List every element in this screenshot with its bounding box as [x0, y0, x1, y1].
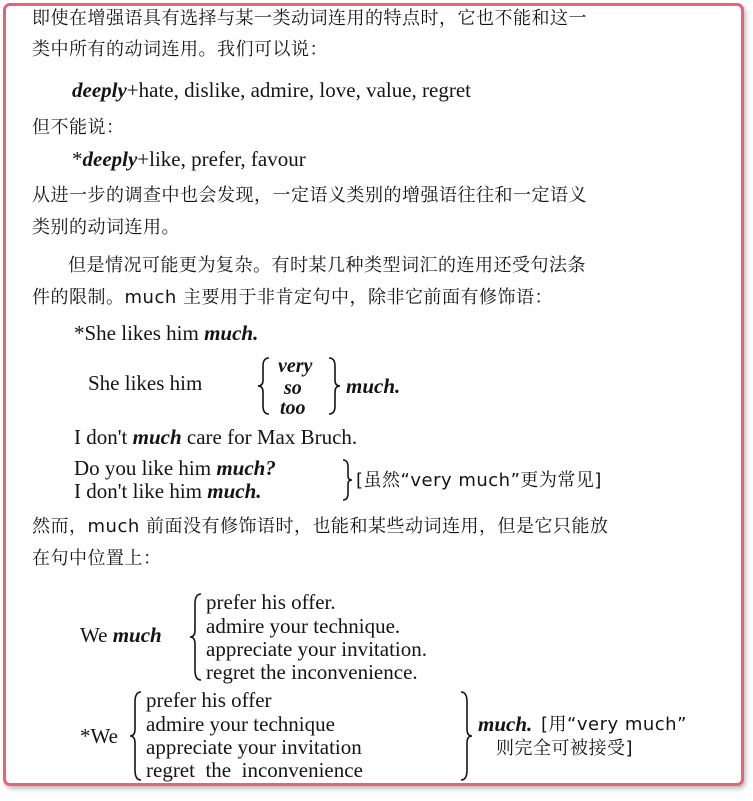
sentence-post: care for Max Bruch.	[181, 425, 358, 449]
left-brace	[188, 592, 204, 682]
example-she-likes-him: She likes him	[88, 371, 203, 395]
option-admire: admire your technique.	[206, 614, 401, 638]
option-text: very	[278, 355, 313, 377]
cannot-say: 但不能说：	[32, 117, 125, 138]
example-deeply-unacceptable	[72, 149, 306, 170]
option-too	[280, 398, 306, 418]
verb-list: +like, prefer, favour	[137, 147, 306, 171]
adverb-deeply: deeply	[82, 147, 138, 171]
option-appreciate: appreciate your invitation	[146, 735, 362, 759]
option-regret: regret the inconvenience.	[206, 660, 418, 684]
example-dont-like	[74, 481, 262, 502]
adverb-much	[478, 714, 532, 735]
para3-line2: 件的限制。much 主要用于非肯定句中，除非它前面有修饰语：	[32, 287, 553, 308]
subject-we: We	[80, 623, 113, 647]
option-text: too	[280, 397, 306, 419]
option-admire: admire your technique	[146, 712, 335, 736]
para4-line2: 在句中位置上：	[32, 548, 162, 569]
sentence-text: *She likes him	[74, 321, 205, 345]
example-she-likes-much	[74, 323, 258, 344]
sentence-pre: I don't	[74, 425, 133, 449]
sentence-pre: I don't like him	[74, 479, 208, 503]
option-very	[278, 356, 312, 376]
option-regret: regret the inconvenience	[146, 758, 363, 782]
example-do-you-like	[74, 458, 276, 479]
option-prefer: prefer his offer	[146, 688, 272, 712]
adverb-text: much.	[478, 712, 533, 736]
note-line1: [用“very much”	[541, 714, 687, 735]
para2-line1: 从进一步的调查中也会发现，一定语义类别的增强语往往和一定语义	[32, 185, 587, 206]
left-brace	[256, 356, 272, 416]
adverb-much: much	[112, 623, 162, 647]
para4-line1: 然而，much 前面没有修饰语时，也能和某些动词连用，但是它只能放	[32, 516, 609, 537]
option-prefer: prefer his offer.	[206, 590, 336, 614]
right-brace	[340, 458, 354, 502]
adverb-much: much.	[204, 321, 259, 345]
option-appreciate: appreciate your invitation.	[206, 637, 428, 661]
adverb-much: much?	[216, 456, 276, 480]
adverb-much	[346, 376, 400, 397]
example-deeply-verbs	[72, 80, 471, 101]
option-so	[284, 378, 302, 398]
para1-line1: 即使在增强语具有选择与某一类动词连用的特点时，它也不能和这一	[32, 8, 587, 29]
sentence-pre: Do you like him	[74, 456, 217, 480]
subject-star-we: *We	[80, 724, 118, 748]
note-very-much-common: [虽然“very much”更为常见]	[356, 470, 602, 491]
right-brace	[326, 356, 342, 416]
verb-list: +hate, dislike, admire, love, value, regret	[126, 78, 472, 102]
asterisk: *	[72, 147, 83, 171]
adverb-much: much	[132, 425, 182, 449]
para1-line2: 类中所有的动词连用。我们可以说：	[32, 39, 328, 60]
example-dont-much-care	[74, 427, 357, 448]
adverb-text: much.	[346, 374, 401, 398]
left-brace	[128, 690, 144, 782]
note-line2: 则完全可被接受]	[496, 738, 634, 759]
para2-line2: 类别的动词连用。	[32, 217, 180, 238]
adverb-deeply: deeply	[72, 78, 127, 102]
adverb-much: much.	[207, 479, 262, 503]
para3-line1: 但是情况可能更为复杂。有时某几种类型词汇的连用还受句法条	[68, 255, 586, 276]
right-brace	[458, 690, 474, 782]
example-we-much	[80, 625, 162, 646]
option-text: so	[284, 377, 302, 399]
